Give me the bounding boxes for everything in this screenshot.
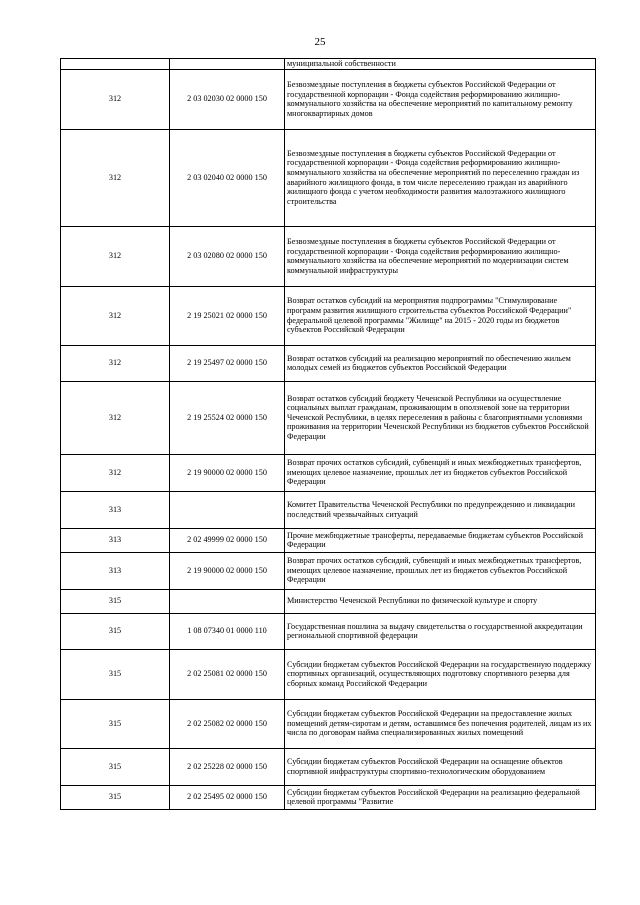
description-cell: Возврат прочих остатков субсидий, субвенций и иных межбюджетных трансфертов, имеющих целевое назначение, прошлых лет из бюджетов субъектов Российской Федерации <box>285 454 596 491</box>
description-cell: Возврат остатков субсидий на мероприятия подпрограммы "Стимулирование программ развития жилищного строительства субъектов Российской Федерации" федеральной целевой программы "Жилище" на 2015 - 2020 годы из бюджетов субъектов Российской Федерации <box>285 286 596 345</box>
description-cell: Прочие межбюджетные трансферты, передаваемые бюджетам субъектов Российской Федерации <box>285 528 596 552</box>
admin-code-cell: 315 <box>61 613 170 649</box>
table-row <box>61 69 596 129</box>
admin-code-cell: 315 <box>61 699 170 748</box>
budget-code-cell: 2 19 90000 02 0000 150 <box>170 454 285 491</box>
description-cell: Безвозмездные поступления в бюджеты субъектов Российской Федерации от государственной корпорации - Фонда содействия реформированию жилищно-коммунального хозяйства на обеспечение мероприятий по модернизации систем коммунальной инфраструктуры <box>285 226 596 286</box>
admin-code-cell: 312 <box>61 381 170 454</box>
description-cell: муниципальной собственности <box>285 59 596 70</box>
table-row <box>61 491 596 528</box>
description-cell: Безвозмездные поступления в бюджеты субъектов Российской Федерации от государственной корпорации - Фонда содействия реформированию жилищно-коммунального хозяйства на обеспечение мероприятий по переселению граждан из аварийного жилищного фонда, в том числе переселению граждан из аварийного жилищного фонда с учетом необходимости развития малоэтажного жилищного строительства <box>285 129 596 226</box>
budget-code-cell <box>170 59 285 70</box>
budget-code-cell: 2 03 02040 02 0000 150 <box>170 129 285 226</box>
admin-code-cell: 312 <box>61 286 170 345</box>
table-row <box>61 785 596 809</box>
admin-code-cell <box>61 59 170 70</box>
budget-code-cell: 2 19 90000 02 0000 150 <box>170 552 285 589</box>
table-row <box>61 589 596 613</box>
budget-code-cell <box>170 589 285 613</box>
table-row <box>61 699 596 748</box>
admin-code-cell: 312 <box>61 454 170 491</box>
admin-code-cell: 315 <box>61 649 170 699</box>
table-row <box>61 454 596 491</box>
budget-code-cell: 2 19 25497 02 0000 150 <box>170 345 285 381</box>
admin-code-cell: 312 <box>61 345 170 381</box>
description-cell: Субсидии бюджетам субъектов Российской Федерации на оснащение объектов спортивной инфраструктуры спортивно-технологическим оборудованием <box>285 748 596 785</box>
budget-code-cell: 2 02 49999 02 0000 150 <box>170 528 285 552</box>
admin-code-cell: 315 <box>61 589 170 613</box>
table-body <box>61 59 596 810</box>
table-row <box>61 226 596 286</box>
admin-code-cell: 315 <box>61 748 170 785</box>
table-row <box>61 613 596 649</box>
description-cell: Возврат остатков субсидий на реализацию мероприятий по обеспечению жильем молодых семей из бюджетов субъектов Российской Федерации <box>285 345 596 381</box>
budget-code-cell: 2 02 25082 02 0000 150 <box>170 699 285 748</box>
budget-code-cell: 2 02 25081 02 0000 150 <box>170 649 285 699</box>
admin-code-cell: 315 <box>61 785 170 809</box>
budget-code-cell: 2 02 25495 02 0000 150 <box>170 785 285 809</box>
description-cell: Субсидии бюджетам субъектов Российской Федерации на предоставление жилых помещений детям-сиротам и детям, оставшимся без попечения родителей, лицам из их числа по договорам найма специализированных жилых помещений <box>285 699 596 748</box>
table-row <box>61 748 596 785</box>
admin-code-cell: 313 <box>61 552 170 589</box>
table-row <box>61 59 596 70</box>
budget-code-cell: 2 03 02030 02 0000 150 <box>170 69 285 129</box>
description-cell: Возврат остатков субсидий бюджету Чеченской Республики на осуществление социальных выплат гражданам, проживающим в оползневой зоне на территории Чеченской Республики, в целях переселения в районы с благоприятными условиями проживания на территории Чеченской Республики из бюджетов субъектов Российской Федерации <box>285 381 596 454</box>
table-row <box>61 286 596 345</box>
description-cell: Министерство Чеченской Республики по физической культуре и спорту <box>285 589 596 613</box>
description-cell: Комитет Правительства Чеченской Республики по предупреждению и ликвидации последствий чрезвычайных ситуаций <box>285 491 596 528</box>
budget-code-cell: 2 03 02080 02 0000 150 <box>170 226 285 286</box>
budget-code-cell <box>170 491 285 528</box>
budget-code-cell: 1 08 07340 01 0000 110 <box>170 613 285 649</box>
table-row <box>61 528 596 552</box>
table-row <box>61 345 596 381</box>
budget-code-cell: 2 02 25228 02 0000 150 <box>170 748 285 785</box>
description-cell: Субсидии бюджетам субъектов Российской Федерации на реализацию федеральной целевой программы "Развитие <box>285 785 596 809</box>
description-cell: Государственная пошлина за выдачу свидетельства о государственной аккредитации региональной спортивной федерации <box>285 613 596 649</box>
revenue-codes-table <box>60 58 596 810</box>
budget-code-cell: 2 19 25021 02 0000 150 <box>170 286 285 345</box>
admin-code-cell: 312 <box>61 129 170 226</box>
page-number: 25 <box>314 36 326 48</box>
budget-code-cell: 2 19 25524 02 0000 150 <box>170 381 285 454</box>
table-row <box>61 381 596 454</box>
table-row <box>61 129 596 226</box>
table-row <box>61 552 596 589</box>
description-cell: Безвозмездные поступления в бюджеты субъектов Российской Федерации от государственной корпорации - Фонда содействия реформированию жилищно-коммунального хозяйства на обеспечение мероприятий по капитальному ремонту многоквартирных домов <box>285 69 596 129</box>
admin-code-cell: 312 <box>61 226 170 286</box>
description-cell: Возврат прочих остатков субсидий, субвенций и иных межбюджетных трансфертов, имеющих целевое назначение, прошлых лет из бюджетов субъектов Российской Федерации <box>285 552 596 589</box>
admin-code-cell: 313 <box>61 528 170 552</box>
table-row <box>61 649 596 699</box>
admin-code-cell: 313 <box>61 491 170 528</box>
admin-code-cell: 312 <box>61 69 170 129</box>
description-cell: Субсидии бюджетам субъектов Российской Федерации на государственную поддержку спортивных организаций, осуществляющих подготовку спортивного резерва для сборных команд Российской Федерации <box>285 649 596 699</box>
